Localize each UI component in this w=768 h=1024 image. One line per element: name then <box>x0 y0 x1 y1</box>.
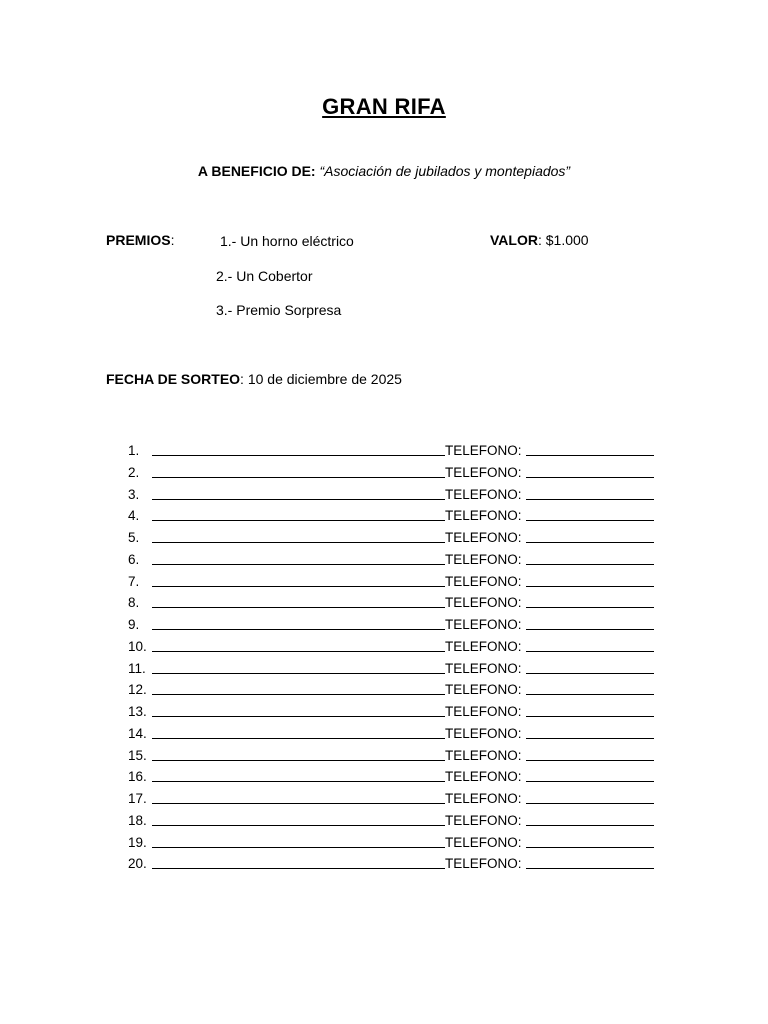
phone-label: TELEFONO: <box>445 530 522 545</box>
name-blank[interactable] <box>152 636 445 652</box>
phone-blank[interactable] <box>526 636 654 652</box>
name-blank[interactable] <box>152 701 445 717</box>
phone-blank[interactable] <box>526 810 654 826</box>
name-blank[interactable] <box>152 679 445 695</box>
entry-number: 6. <box>128 551 140 567</box>
entry-number: 3. <box>128 486 140 502</box>
phone-blank[interactable] <box>526 766 654 782</box>
draw-date-label: FECHA DE SORTEO <box>106 371 241 387</box>
entry-number: 10. <box>128 638 147 654</box>
entry-row <box>128 505 654 527</box>
entry-row <box>128 745 654 767</box>
name-blank[interactable] <box>152 832 445 848</box>
phone-blank[interactable] <box>526 679 654 695</box>
name-blank[interactable] <box>152 766 445 782</box>
entry-row <box>128 614 654 636</box>
phone-label: TELEFONO: <box>445 791 522 806</box>
name-blank[interactable] <box>152 505 445 521</box>
prizes-colon: : <box>170 232 175 248</box>
phone-blank[interactable] <box>526 571 654 587</box>
phone-label: TELEFONO: <box>445 856 522 872</box>
name-blank[interactable] <box>152 745 445 761</box>
prize-item-3: 3.- Premio Sorpresa <box>216 302 342 318</box>
entry-row <box>128 658 654 680</box>
name-blank[interactable] <box>152 658 445 674</box>
draw-date-value: : 10 de diciembre de 2025 <box>240 371 402 387</box>
phone-label: TELEFONO: <box>445 660 522 676</box>
price-label: VALOR <box>490 232 538 248</box>
entry-number: 12. <box>128 682 147 698</box>
phone-blank[interactable] <box>526 484 654 500</box>
price-value: : $1.000 <box>537 232 589 248</box>
entry-number: 7. <box>128 573 140 589</box>
entry-row <box>128 484 654 506</box>
entry-number: 17. <box>128 791 147 806</box>
phone-blank[interactable] <box>526 592 654 608</box>
phone-label: TELEFONO: <box>445 704 522 719</box>
entry-row <box>128 440 654 462</box>
phone-label: TELEFONO: <box>445 725 522 741</box>
name-blank[interactable] <box>152 571 445 587</box>
name-blank[interactable] <box>152 462 445 478</box>
name-blank[interactable] <box>152 484 445 500</box>
phone-label: TELEFONO: <box>445 769 522 785</box>
entry-row <box>128 832 654 854</box>
entry-number: 4. <box>128 508 140 524</box>
entry-row <box>128 549 654 571</box>
entry-number: 15. <box>128 747 147 763</box>
name-blank[interactable] <box>152 723 445 739</box>
entry-number: 5. <box>128 530 140 545</box>
entry-row <box>128 592 654 614</box>
phone-label: TELEFONO: <box>445 682 522 698</box>
prizes-label: PREMIOS <box>106 232 171 248</box>
phone-label: TELEFONO: <box>445 443 522 458</box>
entry-number: 11. <box>128 660 146 676</box>
entry-number: 13. <box>128 704 147 719</box>
name-blank[interactable] <box>152 614 445 630</box>
phone-blank[interactable] <box>526 462 654 478</box>
entry-row <box>128 571 654 593</box>
name-blank[interactable] <box>152 440 445 456</box>
phone-label: TELEFONO: <box>445 508 522 524</box>
phone-label: TELEFONO: <box>445 812 522 828</box>
phone-blank[interactable] <box>526 505 654 521</box>
phone-label: TELEFONO: <box>445 464 522 480</box>
phone-blank[interactable] <box>526 614 654 630</box>
entry-row <box>128 701 654 723</box>
prizes-heading <box>106 232 174 248</box>
phone-blank[interactable] <box>526 853 654 869</box>
phone-blank[interactable] <box>526 788 654 804</box>
name-blank[interactable] <box>152 549 445 565</box>
entry-row <box>128 788 654 810</box>
page-title: GRAN RIFA <box>322 94 446 119</box>
entry-row <box>128 462 654 484</box>
entry-number: 2. <box>128 464 140 480</box>
entry-number: 18. <box>128 812 147 828</box>
phone-label: TELEFONO: <box>445 551 522 567</box>
name-blank[interactable] <box>152 592 445 608</box>
entry-row <box>128 636 654 658</box>
name-blank[interactable] <box>152 527 445 543</box>
phone-blank[interactable] <box>526 723 654 739</box>
price-line <box>490 232 589 248</box>
name-blank[interactable] <box>152 810 445 826</box>
entry-number: 9. <box>128 617 140 632</box>
prize-item-2: 2.- Un Cobertor <box>216 268 313 284</box>
phone-label: TELEFONO: <box>445 638 522 654</box>
entry-number: 1. <box>128 443 140 458</box>
entry-row <box>128 723 654 745</box>
name-blank[interactable] <box>152 788 445 804</box>
beneficiary-value: “Asociación de jubilados y montepiados” <box>319 163 571 179</box>
beneficiary-line <box>0 163 768 179</box>
phone-blank[interactable] <box>526 549 654 565</box>
entry-number: 14. <box>128 725 147 741</box>
entry-list <box>128 440 654 875</box>
entry-row <box>128 679 654 701</box>
beneficiary-label: A BENEFICIO DE: <box>197 163 316 179</box>
entry-number: 19. <box>128 834 147 850</box>
phone-blank[interactable] <box>526 701 654 717</box>
phone-blank[interactable] <box>526 527 654 543</box>
entry-row <box>128 527 654 549</box>
prize-item-1: 1.- Un horno eléctrico <box>220 233 354 249</box>
draw-date-line <box>106 371 402 387</box>
phone-label: TELEFONO: <box>445 617 522 632</box>
phone-label: TELEFONO: <box>445 486 522 502</box>
entry-row <box>128 766 654 788</box>
entry-number: 8. <box>128 595 140 611</box>
phone-blank[interactable] <box>526 658 654 674</box>
phone-label: TELEFONO: <box>445 595 522 611</box>
phone-blank[interactable] <box>526 745 654 761</box>
name-blank[interactable] <box>152 853 445 869</box>
phone-label: TELEFONO: <box>445 834 522 850</box>
entry-number: 20. <box>128 856 147 872</box>
phone-blank[interactable] <box>526 832 654 848</box>
phone-blank[interactable] <box>526 440 654 456</box>
phone-label: TELEFONO: <box>445 747 522 763</box>
entry-row <box>128 853 654 875</box>
entry-row <box>128 810 654 832</box>
phone-label: TELEFONO: <box>445 573 522 589</box>
entry-number: 16. <box>128 769 147 785</box>
